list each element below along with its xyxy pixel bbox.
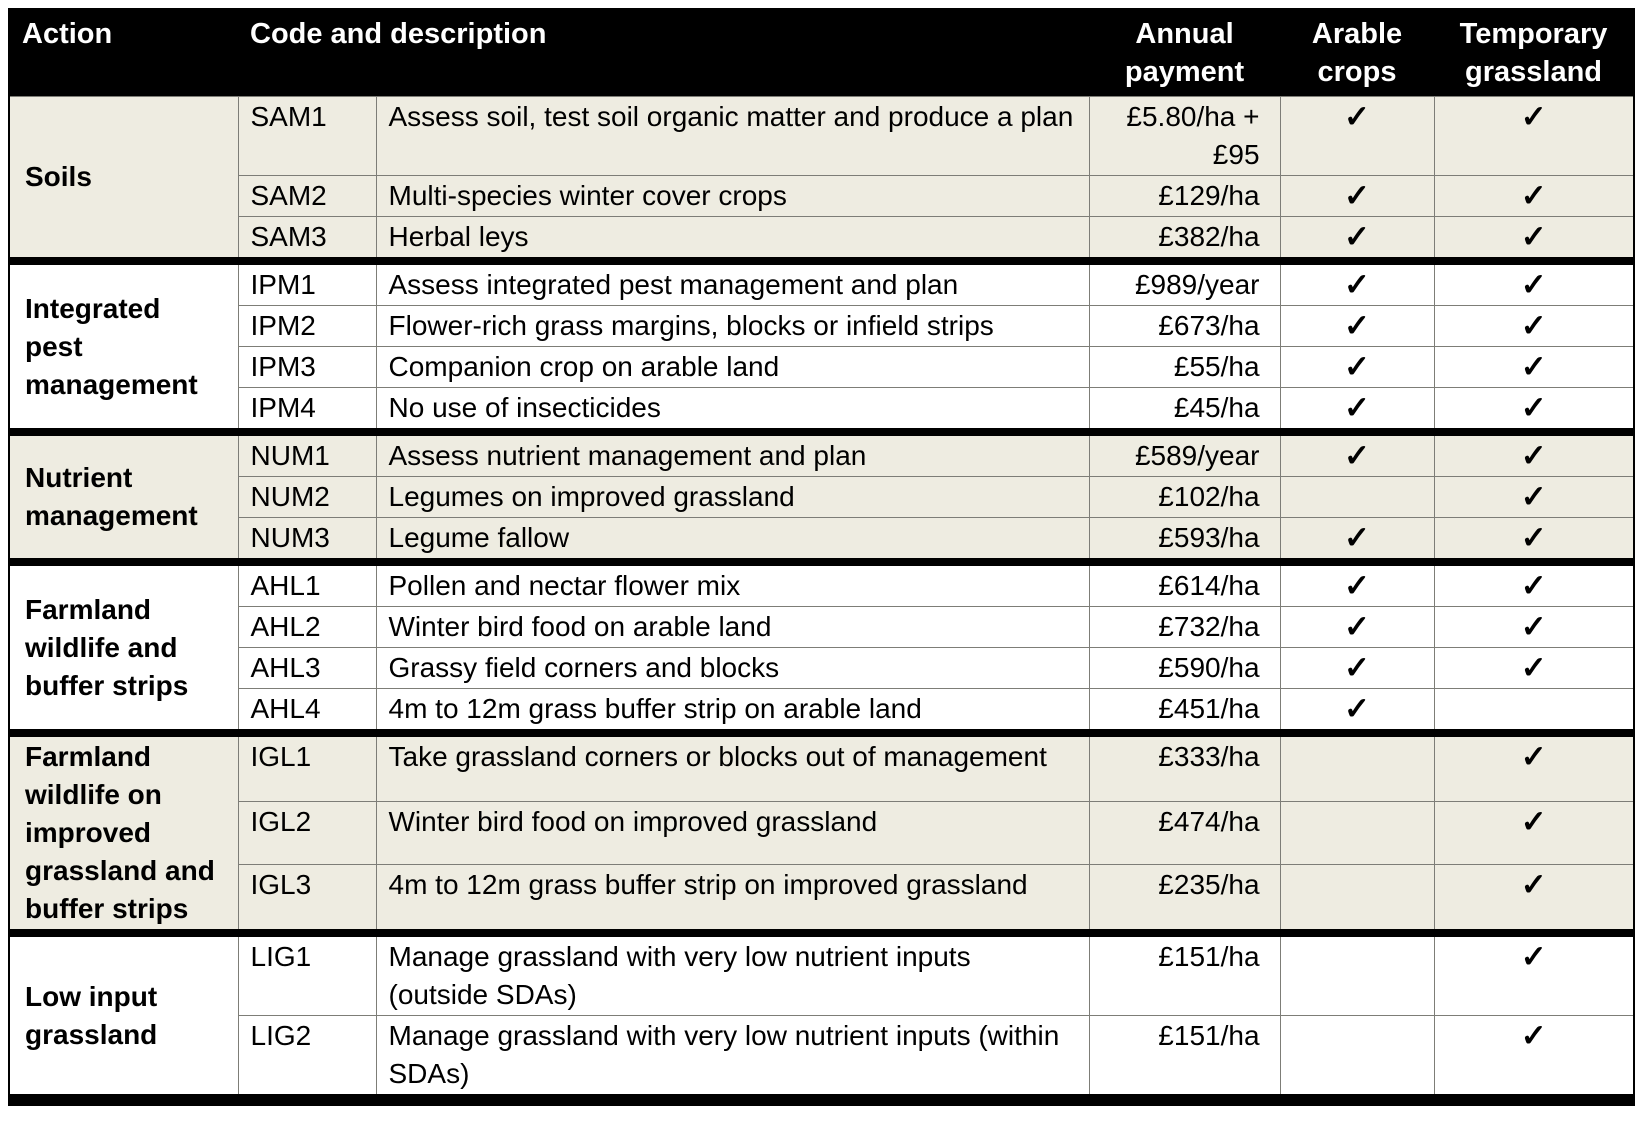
- description-cell: Assess soil, test soil organic matter and produce a plan: [376, 97, 1089, 176]
- description-cell: 4m to 12m grass buffer strip on improved grassland: [376, 865, 1089, 933]
- temporary-grassland-check-cell: [1434, 689, 1634, 734]
- payment-cell: £333/ha: [1089, 733, 1280, 801]
- check-icon: ✓: [1520, 867, 1547, 903]
- temporary-grassland-check-cell: [1434, 261, 1634, 306]
- table-body: [9, 97, 1634, 1101]
- action-cell: Soils: [9, 97, 238, 262]
- temporary-grassland-check-cell: [1434, 607, 1634, 648]
- temporary-grassland-check-cell: [1434, 176, 1634, 217]
- arable-crops-check-cell: [1280, 217, 1434, 262]
- temporary-grassland-check-cell: [1434, 733, 1634, 801]
- code-cell: IGL3: [238, 865, 376, 933]
- check-icon: ✓: [1520, 609, 1547, 644]
- payment-cell: £474/ha: [1089, 801, 1280, 864]
- description-cell: 4m to 12m grass buffer strip on arable land: [376, 689, 1089, 734]
- code-cell: AHL2: [238, 607, 376, 648]
- arable-crops-check-cell: [1280, 306, 1434, 347]
- table-row-igl2: [9, 801, 1634, 864]
- check-icon: ✓: [1520, 308, 1547, 343]
- description-cell: Take grassland corners or blocks out of management: [376, 733, 1089, 801]
- payment-cell: £151/ha: [1089, 933, 1280, 1016]
- description-cell: Winter bird food on arable land: [376, 607, 1089, 648]
- payment-cell: £614/ha: [1089, 562, 1280, 607]
- arable-crops-check-cell: [1280, 865, 1434, 933]
- arable-crops-check-cell: [1280, 1016, 1434, 1101]
- payment-cell: £382/ha: [1089, 217, 1280, 262]
- table-row-igl1: [9, 733, 1634, 801]
- table-row-ipm3: [9, 347, 1634, 388]
- check-icon: ✓: [1344, 178, 1370, 213]
- check-icon: ✓: [1520, 390, 1547, 425]
- table-row-num2: [9, 477, 1634, 518]
- check-icon: ✓: [1344, 390, 1370, 425]
- check-icon: ✓: [1344, 308, 1370, 343]
- payment-cell: £593/ha: [1089, 518, 1280, 563]
- col-header-arable-crops: Arable crops: [1280, 9, 1434, 97]
- payment-cell: £5.80/ha + £95: [1089, 97, 1280, 176]
- code-cell: IGL2: [238, 801, 376, 864]
- code-cell: LIG2: [238, 1016, 376, 1101]
- arable-crops-check-cell: [1280, 562, 1434, 607]
- arable-crops-check-cell: [1280, 432, 1434, 477]
- description-cell: Assess integrated pest management and plan: [376, 261, 1089, 306]
- table-row-ipm2: [9, 306, 1634, 347]
- arable-crops-check-cell: [1280, 97, 1434, 176]
- col-header-annual-payment: Annual payment: [1089, 9, 1280, 97]
- table-row-ahl4: [9, 689, 1634, 734]
- table-row-sam1: [9, 97, 1634, 176]
- check-icon: ✓: [1520, 99, 1547, 134]
- code-cell: IPM4: [238, 388, 376, 433]
- temporary-grassland-check-cell: [1434, 347, 1634, 388]
- action-cell: Nutrient management: [9, 432, 238, 562]
- temporary-grassland-check-cell: [1434, 648, 1634, 689]
- code-cell: NUM1: [238, 432, 376, 477]
- table-row-ahl3: [9, 648, 1634, 689]
- description-cell: Grassy field corners and blocks: [376, 648, 1089, 689]
- check-icon: ✓: [1520, 349, 1547, 384]
- arable-crops-check-cell: [1280, 261, 1434, 306]
- payment-cell: £235/ha: [1089, 865, 1280, 933]
- code-cell: SAM3: [238, 217, 376, 262]
- payment-cell: £102/ha: [1089, 477, 1280, 518]
- payment-cell: £451/ha: [1089, 689, 1280, 734]
- temporary-grassland-check-cell: [1434, 801, 1634, 864]
- action-cell: Low input grassland: [9, 933, 238, 1100]
- payment-cell: £989/year: [1089, 261, 1280, 306]
- code-cell: LIG1: [238, 933, 376, 1016]
- code-cell: AHL3: [238, 648, 376, 689]
- check-icon: ✓: [1520, 178, 1547, 213]
- col-header-temporary-grassland: Temporary grassland: [1434, 9, 1634, 97]
- check-icon: ✓: [1520, 267, 1547, 302]
- arable-crops-check-cell: [1280, 933, 1434, 1016]
- payment-cell: £129/ha: [1089, 176, 1280, 217]
- temporary-grassland-check-cell: [1434, 97, 1634, 176]
- temporary-grassland-check-cell: [1434, 432, 1634, 477]
- arable-crops-check-cell: [1280, 477, 1434, 518]
- payment-cell: £45/ha: [1089, 388, 1280, 433]
- sfi-actions-payments-table: [8, 8, 1635, 1106]
- description-cell: Legumes on improved grassland: [376, 477, 1089, 518]
- check-icon: ✓: [1520, 520, 1547, 555]
- code-cell: IPM2: [238, 306, 376, 347]
- description-cell: Companion crop on arable land: [376, 347, 1089, 388]
- arable-crops-check-cell: [1280, 801, 1434, 864]
- code-cell: SAM2: [238, 176, 376, 217]
- payment-cell: £589/year: [1089, 432, 1280, 477]
- description-cell: Pollen and nectar flower mix: [376, 562, 1089, 607]
- code-cell: AHL1: [238, 562, 376, 607]
- arable-crops-check-cell: [1280, 607, 1434, 648]
- code-cell: IPM3: [238, 347, 376, 388]
- header-row: [9, 9, 1634, 97]
- arable-crops-check-cell: [1280, 518, 1434, 563]
- action-cell: Farmland wildlife and buffer strips: [9, 562, 238, 733]
- col-header-action: Action: [9, 9, 238, 97]
- table-row-sam2: [9, 176, 1634, 217]
- temporary-grassland-check-cell: [1434, 477, 1634, 518]
- temporary-grassland-check-cell: [1434, 865, 1634, 933]
- temporary-grassland-check-cell: [1434, 1016, 1634, 1101]
- payment-cell: £151/ha: [1089, 1016, 1280, 1101]
- description-cell: Flower-rich grass margins, blocks or infield strips: [376, 306, 1089, 347]
- check-icon: ✓: [1520, 479, 1547, 514]
- check-icon: ✓: [1520, 803, 1547, 839]
- arable-crops-check-cell: [1280, 176, 1434, 217]
- payment-cell: £673/ha: [1089, 306, 1280, 347]
- temporary-grassland-check-cell: [1434, 306, 1634, 347]
- check-icon: ✓: [1520, 939, 1547, 974]
- table-row-num3: [9, 518, 1634, 563]
- code-cell: SAM1: [238, 97, 376, 176]
- arable-crops-check-cell: [1280, 347, 1434, 388]
- arable-crops-check-cell: [1280, 388, 1434, 433]
- table-row-lig2: [9, 1016, 1634, 1101]
- check-icon: ✓: [1344, 520, 1370, 555]
- check-icon: ✓: [1520, 650, 1547, 685]
- check-icon: ✓: [1344, 691, 1370, 726]
- temporary-grassland-check-cell: [1434, 933, 1634, 1016]
- check-icon: ✓: [1344, 568, 1370, 603]
- table-row-lig1: [9, 933, 1634, 1016]
- code-cell: NUM2: [238, 477, 376, 518]
- table-row-ipm1: [9, 261, 1634, 306]
- description-cell: Herbal leys: [376, 217, 1089, 262]
- code-cell: NUM3: [238, 518, 376, 563]
- payment-cell: £590/ha: [1089, 648, 1280, 689]
- temporary-grassland-check-cell: [1434, 518, 1634, 563]
- code-cell: IPM1: [238, 261, 376, 306]
- table-row-num1: [9, 432, 1634, 477]
- code-cell: AHL4: [238, 689, 376, 734]
- action-cell: Farmland wildlife on improved grassland and buffer strips: [9, 733, 238, 933]
- check-icon: ✓: [1344, 219, 1370, 254]
- table-row-sam3: [9, 217, 1634, 262]
- check-icon: ✓: [1520, 739, 1547, 774]
- check-icon: ✓: [1344, 609, 1370, 644]
- description-cell: No use of insecticides: [376, 388, 1089, 433]
- check-icon: ✓: [1520, 1018, 1547, 1053]
- table-row-ahl2: [9, 607, 1634, 648]
- temporary-grassland-check-cell: [1434, 388, 1634, 433]
- check-icon: ✓: [1344, 650, 1370, 685]
- payment-cell: £732/ha: [1089, 607, 1280, 648]
- check-icon: ✓: [1520, 568, 1547, 603]
- table-header: [9, 9, 1634, 97]
- check-icon: ✓: [1344, 99, 1370, 134]
- check-icon: ✓: [1344, 267, 1370, 302]
- payment-cell: £55/ha: [1089, 347, 1280, 388]
- description-cell: Legume fallow: [376, 518, 1089, 563]
- code-cell: IGL1: [238, 733, 376, 801]
- table-row-ipm4: [9, 388, 1634, 433]
- description-cell: Multi-species winter cover crops: [376, 176, 1089, 217]
- check-icon: ✓: [1344, 349, 1370, 384]
- description-cell: Manage grassland with very low nutrient inputs (within SDAs): [376, 1016, 1089, 1101]
- check-icon: ✓: [1520, 219, 1547, 254]
- check-icon: ✓: [1520, 438, 1547, 473]
- action-cell: Integrated pest management: [9, 261, 238, 432]
- col-header-code-and-description: Code and description: [238, 9, 1089, 97]
- temporary-grassland-check-cell: [1434, 562, 1634, 607]
- description-cell: Manage grassland with very low nutrient inputs (outside SDAs): [376, 933, 1089, 1016]
- description-cell: Winter bird food on improved grassland: [376, 801, 1089, 864]
- arable-crops-check-cell: [1280, 648, 1434, 689]
- temporary-grassland-check-cell: [1434, 217, 1634, 262]
- check-icon: ✓: [1344, 438, 1370, 473]
- arable-crops-check-cell: [1280, 689, 1434, 734]
- table-row-ahl1: [9, 562, 1634, 607]
- description-cell: Assess nutrient management and plan: [376, 432, 1089, 477]
- table-row-igl3: [9, 865, 1634, 933]
- arable-crops-check-cell: [1280, 733, 1434, 801]
